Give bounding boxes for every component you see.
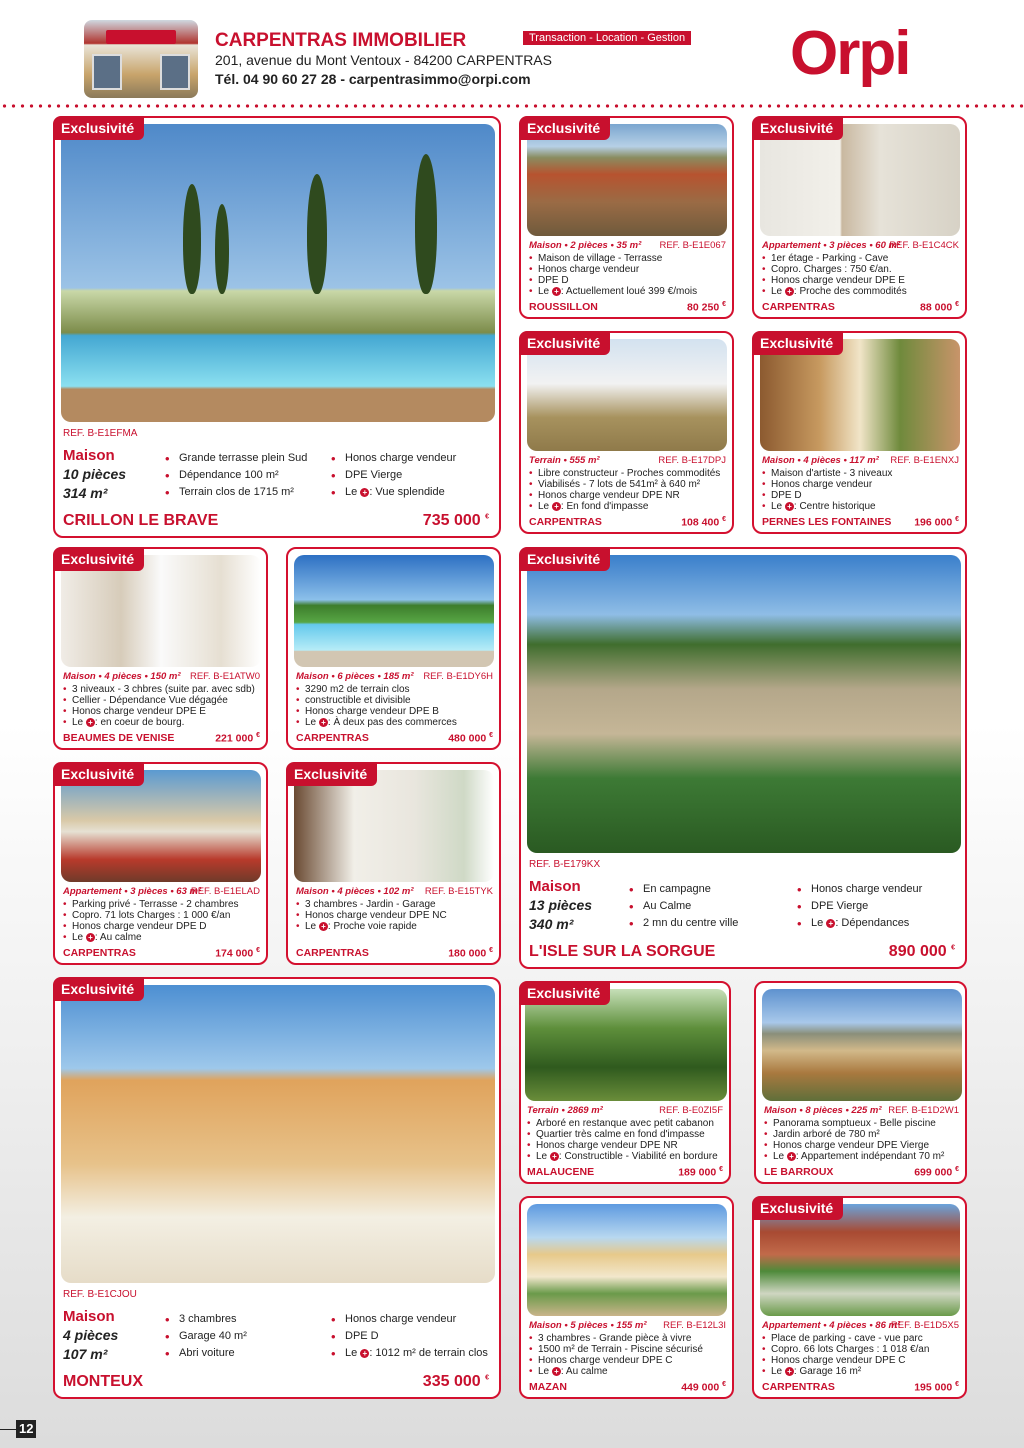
plus-icon: + <box>785 502 794 511</box>
agency-address: 201, avenue du Mont Ventoux - 84200 CARPENTRAS <box>215 52 552 68</box>
listing-card-pernes[interactable] <box>752 331 967 534</box>
listing-ref: REF. B-E1E067 <box>659 240 726 251</box>
listing-features <box>629 881 738 932</box>
feature-item: • 3 chambres - Jardin - Garage <box>296 899 447 910</box>
feature-item: • Maison d'artiste - 3 niveaux <box>762 468 892 479</box>
listing-photo[interactable] <box>61 770 261 882</box>
feature-item: • Honos charge vendeur <box>331 1311 488 1328</box>
feature-item: • 3290 m2 de terrain clos <box>296 684 457 695</box>
feature-item: • Le + : Au calme <box>529 1366 703 1377</box>
feature-item: • Le + : Proche voie rapide <box>296 921 447 932</box>
listing-photo[interactable] <box>61 985 495 1283</box>
feature-item: • Honos charge vendeur <box>331 450 456 467</box>
feature-item: • DPE Vierge <box>331 467 456 484</box>
listing-features <box>762 1333 929 1377</box>
listing-photo[interactable] <box>61 124 495 422</box>
listing-ref: REF. B-E15TYK <box>424 886 493 897</box>
feature-item: • Garage 40 m² <box>165 1328 247 1345</box>
listing-title: Terrain • 555 m² <box>529 455 600 466</box>
listing-ref: REF. B-E179KX <box>529 859 601 870</box>
listing-price: 195 000 € <box>914 1381 959 1394</box>
listing-city: CRILLON LE BRAVE <box>63 512 219 529</box>
feature-item: • Le + : En fond d'impasse <box>529 501 720 512</box>
listing-price: 480 000 € <box>448 732 493 745</box>
listing-ref: REF. B-E0ZI5F <box>659 1105 723 1116</box>
listing-price: 449 000 € <box>681 1381 726 1394</box>
listing-ref: REF. B-E1D2W1 <box>888 1105 959 1116</box>
feature-item: • Viabilisés - 7 lots de 541m² à 640 m² <box>529 479 720 490</box>
feature-item: • Le + : Proche des commodités <box>762 286 907 297</box>
listing-city: CARPENTRAS <box>529 516 602 528</box>
feature-item: • Parking privé - Terrasse - 2 chambres <box>63 899 239 910</box>
listing-title: Maison • 2 pièces • 35 m² <box>529 240 642 251</box>
listing-city: LE BARROUX <box>764 1166 834 1178</box>
feature-item: • Au Calme <box>629 898 738 915</box>
listing-rooms: 4 pièces <box>63 1327 119 1343</box>
listing-photo[interactable] <box>294 555 494 667</box>
listing-city: BEAUMES DE VENISE <box>63 732 175 744</box>
listing-features <box>63 684 255 728</box>
feature-item: • Copro. 66 lots Charges : 1 018 €/an <box>762 1344 929 1355</box>
feature-item: • En campagne <box>629 881 738 898</box>
feature-item: • 2 mn du centre ville <box>629 915 738 932</box>
feature-item: • Arboré en restanque avec petit cabanon <box>527 1118 718 1129</box>
feature-item: • Honos charge vendeur <box>762 479 892 490</box>
feature-item: • Abri voiture <box>165 1345 247 1362</box>
plus-icon: + <box>552 287 561 296</box>
listing-photo[interactable] <box>527 555 961 853</box>
listing-features <box>527 1118 718 1162</box>
listing-photo[interactable] <box>527 1204 727 1316</box>
feature-item: • Libre constructeur - Proches commodités <box>529 468 720 479</box>
feature-item: • 1500 m² de Terrain - Piscine sécurisé <box>529 1344 703 1355</box>
feature-item: • 3 niveaux - 3 chbres (suite par. avec sdb) <box>63 684 255 695</box>
listing-photo[interactable] <box>760 339 960 451</box>
listing-city: CARPENTRAS <box>296 947 369 959</box>
listing-card-malaucene[interactable] <box>519 981 731 1184</box>
listing-features <box>529 1333 703 1377</box>
listing-card-maison-carpentras-480[interactable] <box>286 547 501 750</box>
feature-item: • Honos charge vendeur DPE NC <box>296 910 447 921</box>
feature-item: • Le + : Constructible - Viabilité en bordure <box>527 1151 718 1162</box>
listing-card-barroux[interactable] <box>754 981 967 1184</box>
listing-photo[interactable] <box>760 124 960 236</box>
listing-price: 890 000 € <box>888 943 955 960</box>
listing-type: Maison <box>63 1308 115 1325</box>
listing-title: Appartement • 4 pièces • 86 m² <box>762 1320 901 1331</box>
exclusivite-badge: Exclusivité <box>286 762 377 786</box>
plus-icon: + <box>86 718 95 727</box>
listing-price: 189 000 € <box>678 1166 723 1179</box>
orpi-logo[interactable]: Orpi <box>790 19 910 88</box>
listing-card-crillon[interactable] <box>53 116 501 538</box>
listing-photo[interactable] <box>760 1204 960 1316</box>
listing-city: MALAUCENE <box>527 1166 595 1178</box>
listing-features <box>529 468 720 512</box>
feature-item: • Le + : À deux pas des commerces <box>296 717 457 728</box>
listing-features-2 <box>797 881 922 932</box>
listing-city: ROUSSILLON <box>529 301 598 313</box>
plus-icon: + <box>552 502 561 511</box>
feature-item: • DPE Vierge <box>797 898 922 915</box>
listing-features <box>529 253 697 297</box>
feature-item: • Le + : 1012 m² de terrain clos <box>331 1345 488 1362</box>
listing-ref: REF. B-E17DPJ <box>658 455 726 466</box>
listing-title: Maison • 4 pièces • 102 m² <box>296 886 414 897</box>
listing-price: 221 000 € <box>215 732 260 745</box>
exclusivite-badge: Exclusivité <box>519 981 610 1005</box>
listing-rooms: 10 pièces <box>63 466 127 482</box>
listing-ref: REF. B-E1CJOU <box>63 1289 137 1300</box>
feature-item: • Quartier très calme en fond d'impasse <box>527 1129 718 1140</box>
plus-icon: + <box>86 933 95 942</box>
plus-icon: + <box>360 1349 369 1358</box>
listing-ref: REF. B-E1C4CK <box>889 240 959 251</box>
listing-price: 699 000 € <box>914 1166 959 1179</box>
plus-icon: + <box>550 1152 559 1161</box>
listing-ref: REF. B-E1ENXJ <box>890 455 959 466</box>
exclusivite-badge: Exclusivité <box>53 547 144 571</box>
feature-item: • Honos charge vendeur DPE E <box>762 275 907 286</box>
listing-type: Maison <box>63 447 115 464</box>
services-banner: Transaction - Location - Gestion <box>523 31 691 45</box>
listing-title: Appartement • 3 pièces • 63 m² <box>63 886 202 897</box>
listing-card-appartement-carpentras[interactable] <box>752 116 967 319</box>
listing-features <box>165 450 307 501</box>
dotted-divider <box>0 104 1024 108</box>
exclusivite-badge: Exclusivité <box>752 116 843 140</box>
listing-photo[interactable] <box>525 989 727 1101</box>
plus-icon: + <box>552 1367 561 1376</box>
listing-city: CARPENTRAS <box>296 732 369 744</box>
exclusivite-badge: Exclusivité <box>752 331 843 355</box>
listing-ref: REF. B-E12L3I <box>663 1320 726 1331</box>
exclusivite-badge: Exclusivité <box>519 116 610 140</box>
listing-features-2 <box>331 450 456 501</box>
listing-title: Maison • 4 pièces • 150 m² <box>63 671 181 682</box>
feature-item: • Le + : Garage 16 m² <box>762 1366 929 1377</box>
page-number: 12 <box>0 1420 38 1438</box>
listing-price: 174 000 € <box>215 947 260 960</box>
plus-icon: + <box>360 488 369 497</box>
listing-price: 335 000 € <box>422 1373 489 1390</box>
listing-card-mazan[interactable] <box>519 1196 734 1399</box>
plus-icon: + <box>787 1152 796 1161</box>
feature-item: • Panorama somptueux - Belle piscine <box>764 1118 944 1129</box>
listing-features <box>165 1311 247 1362</box>
feature-item: • Le + : en coeur de bourg. <box>63 717 255 728</box>
listing-ref: REF. B-E1EFMA <box>63 428 138 439</box>
listing-card-appartement-195[interactable] <box>752 1196 967 1399</box>
listing-photo[interactable] <box>762 989 962 1101</box>
listing-card-roussillon[interactable] <box>519 116 734 319</box>
feature-item: • Honos charge vendeur DPE NR <box>529 490 720 501</box>
exclusivite-badge: Exclusivité <box>519 547 610 571</box>
listing-city: PERNES LES FONTAINES <box>762 516 892 528</box>
listing-area: 340 m² <box>529 916 574 932</box>
feature-item: • Honos charge vendeur DPE NR <box>527 1140 718 1151</box>
exclusivite-badge: Exclusivité <box>752 1196 843 1220</box>
plus-icon: + <box>319 922 328 931</box>
feature-item: • Dépendance 100 m² <box>165 467 307 484</box>
feature-item: • Le + : Vue splendide <box>331 484 456 501</box>
agency-contact[interactable]: Tél. 04 90 60 27 28 - carpentrasimmo@orpi.com <box>215 71 531 87</box>
listing-card-maison-carpentras-180[interactable] <box>286 762 501 965</box>
feature-item: • Jardin arboré de 780 m² <box>764 1129 944 1140</box>
listing-card-isle-sur-la-sorgue[interactable] <box>519 547 967 969</box>
feature-item: • DPE D <box>331 1328 488 1345</box>
feature-item: • Honos charge vendeur <box>797 881 922 898</box>
listing-card-beaumes[interactable] <box>53 547 268 750</box>
listing-price: 196 000 € <box>914 516 959 529</box>
feature-item: • 3 chambres - Grande pièce à vivre <box>529 1333 703 1344</box>
listing-photo[interactable] <box>61 555 261 667</box>
listing-city: CARPENTRAS <box>762 301 835 313</box>
listing-card-monteux[interactable] <box>53 977 501 1399</box>
feature-item: • Le + : Au calme <box>63 932 239 943</box>
plus-icon: + <box>319 718 328 727</box>
listing-city: CARPENTRAS <box>762 1381 835 1393</box>
listing-photo[interactable] <box>527 339 727 451</box>
feature-item: • Le + : Actuellement loué 399 €/mois <box>529 286 697 297</box>
feature-item: • Honos charge vendeur DPE C <box>529 1355 703 1366</box>
feature-item: • Cellier - Dépendance Vue dégagée <box>63 695 255 706</box>
exclusivite-badge: Exclusivité <box>53 977 144 1001</box>
listing-title: Maison • 6 pièces • 185 m² <box>296 671 414 682</box>
feature-item: • Place de parking - cave - vue parc <box>762 1333 929 1344</box>
feature-item: • Terrain clos de 1715 m² <box>165 484 307 501</box>
feature-item: • Honos charge vendeur DPE B <box>296 706 457 717</box>
listing-features <box>762 468 892 512</box>
feature-item: • Copro. 71 lots Charges : 1 000 €/an <box>63 910 239 921</box>
feature-item: • Copro. Charges : 750 €/an. <box>762 264 907 275</box>
listing-ref: REF. B-E1ATW0 <box>189 671 260 682</box>
listing-ref: REF. B-E1ELAD <box>190 886 260 897</box>
listing-city: MONTEUX <box>63 1373 143 1390</box>
listing-card-terrain-carpentras[interactable] <box>519 331 734 534</box>
feature-item: • Honos charge vendeur DPE D <box>63 921 239 932</box>
listing-area: 107 m² <box>63 1346 108 1362</box>
plus-icon: + <box>785 1367 794 1376</box>
listing-area: 314 m² <box>63 485 108 501</box>
listing-price: 735 000 € <box>422 512 489 529</box>
feature-item: • Maison de village - Terrasse <box>529 253 697 264</box>
feature-item: • Honos charge vendeur DPE C <box>762 1355 929 1366</box>
listing-price: 80 250 € <box>687 301 726 314</box>
listing-card-appartement-174[interactable] <box>53 762 268 965</box>
listing-city: L'ISLE SUR LA SORGUE <box>529 943 716 960</box>
listing-features <box>764 1118 944 1162</box>
listing-photo[interactable] <box>527 124 727 236</box>
listing-title: Maison • 5 pièces • 155 m² <box>529 1320 647 1331</box>
agency-name: CARPENTRAS IMMOBILIER <box>215 30 467 51</box>
agency-storefront-photo <box>84 20 198 98</box>
listing-ref: REF. B-E1D5X5 <box>890 1320 959 1331</box>
listing-title: Maison • 8 pièces • 225 m² <box>764 1105 882 1116</box>
listing-features <box>63 899 239 943</box>
feature-item: • Le + : Appartement indépendant 70 m² <box>764 1151 944 1162</box>
plus-icon: + <box>785 287 794 296</box>
listing-price: 108 400 € <box>681 516 726 529</box>
feature-item: • DPE D <box>529 275 697 286</box>
feature-item: • constructible et divisible <box>296 695 457 706</box>
exclusivite-badge: Exclusivité <box>519 331 610 355</box>
feature-item: • 1er étage - Parking - Cave <box>762 253 907 264</box>
feature-item: • Le + : Dépendances <box>797 915 922 932</box>
listing-price: 88 000 € <box>920 301 959 314</box>
listing-title: Terrain • 2869 m² <box>527 1105 603 1116</box>
listing-type: Maison <box>529 878 581 895</box>
listing-features <box>762 253 907 297</box>
exclusivite-badge: Exclusivité <box>53 116 144 140</box>
listing-price: 180 000 € <box>448 947 493 960</box>
listing-title: Appartement • 3 pièces • 60 m² <box>762 240 901 251</box>
listing-features <box>296 684 457 728</box>
listing-ref: REF. B-E1DY6H <box>423 671 493 682</box>
listing-title: Maison • 4 pièces • 117 m² <box>762 455 879 466</box>
feature-item: • Honos charge vendeur <box>529 264 697 275</box>
feature-item: • Honos charge vendeur DPE E <box>63 706 255 717</box>
feature-item: • 3 chambres <box>165 1311 247 1328</box>
exclusivite-badge: Exclusivité <box>53 762 144 786</box>
feature-item: • Grande terrasse plein Sud <box>165 450 307 467</box>
feature-item: • Le + : Centre historique <box>762 501 892 512</box>
feature-item: • DPE D <box>762 490 892 501</box>
listing-rooms: 13 pièces <box>529 897 593 913</box>
listing-city: CARPENTRAS <box>63 947 136 959</box>
plus-icon: + <box>826 919 835 928</box>
listing-features-2 <box>331 1311 488 1362</box>
listing-features <box>296 899 447 932</box>
listing-city: MAZAN <box>529 1381 567 1393</box>
feature-item: • Honos charge vendeur DPE Vierge <box>764 1140 944 1151</box>
listing-photo[interactable] <box>294 770 494 882</box>
